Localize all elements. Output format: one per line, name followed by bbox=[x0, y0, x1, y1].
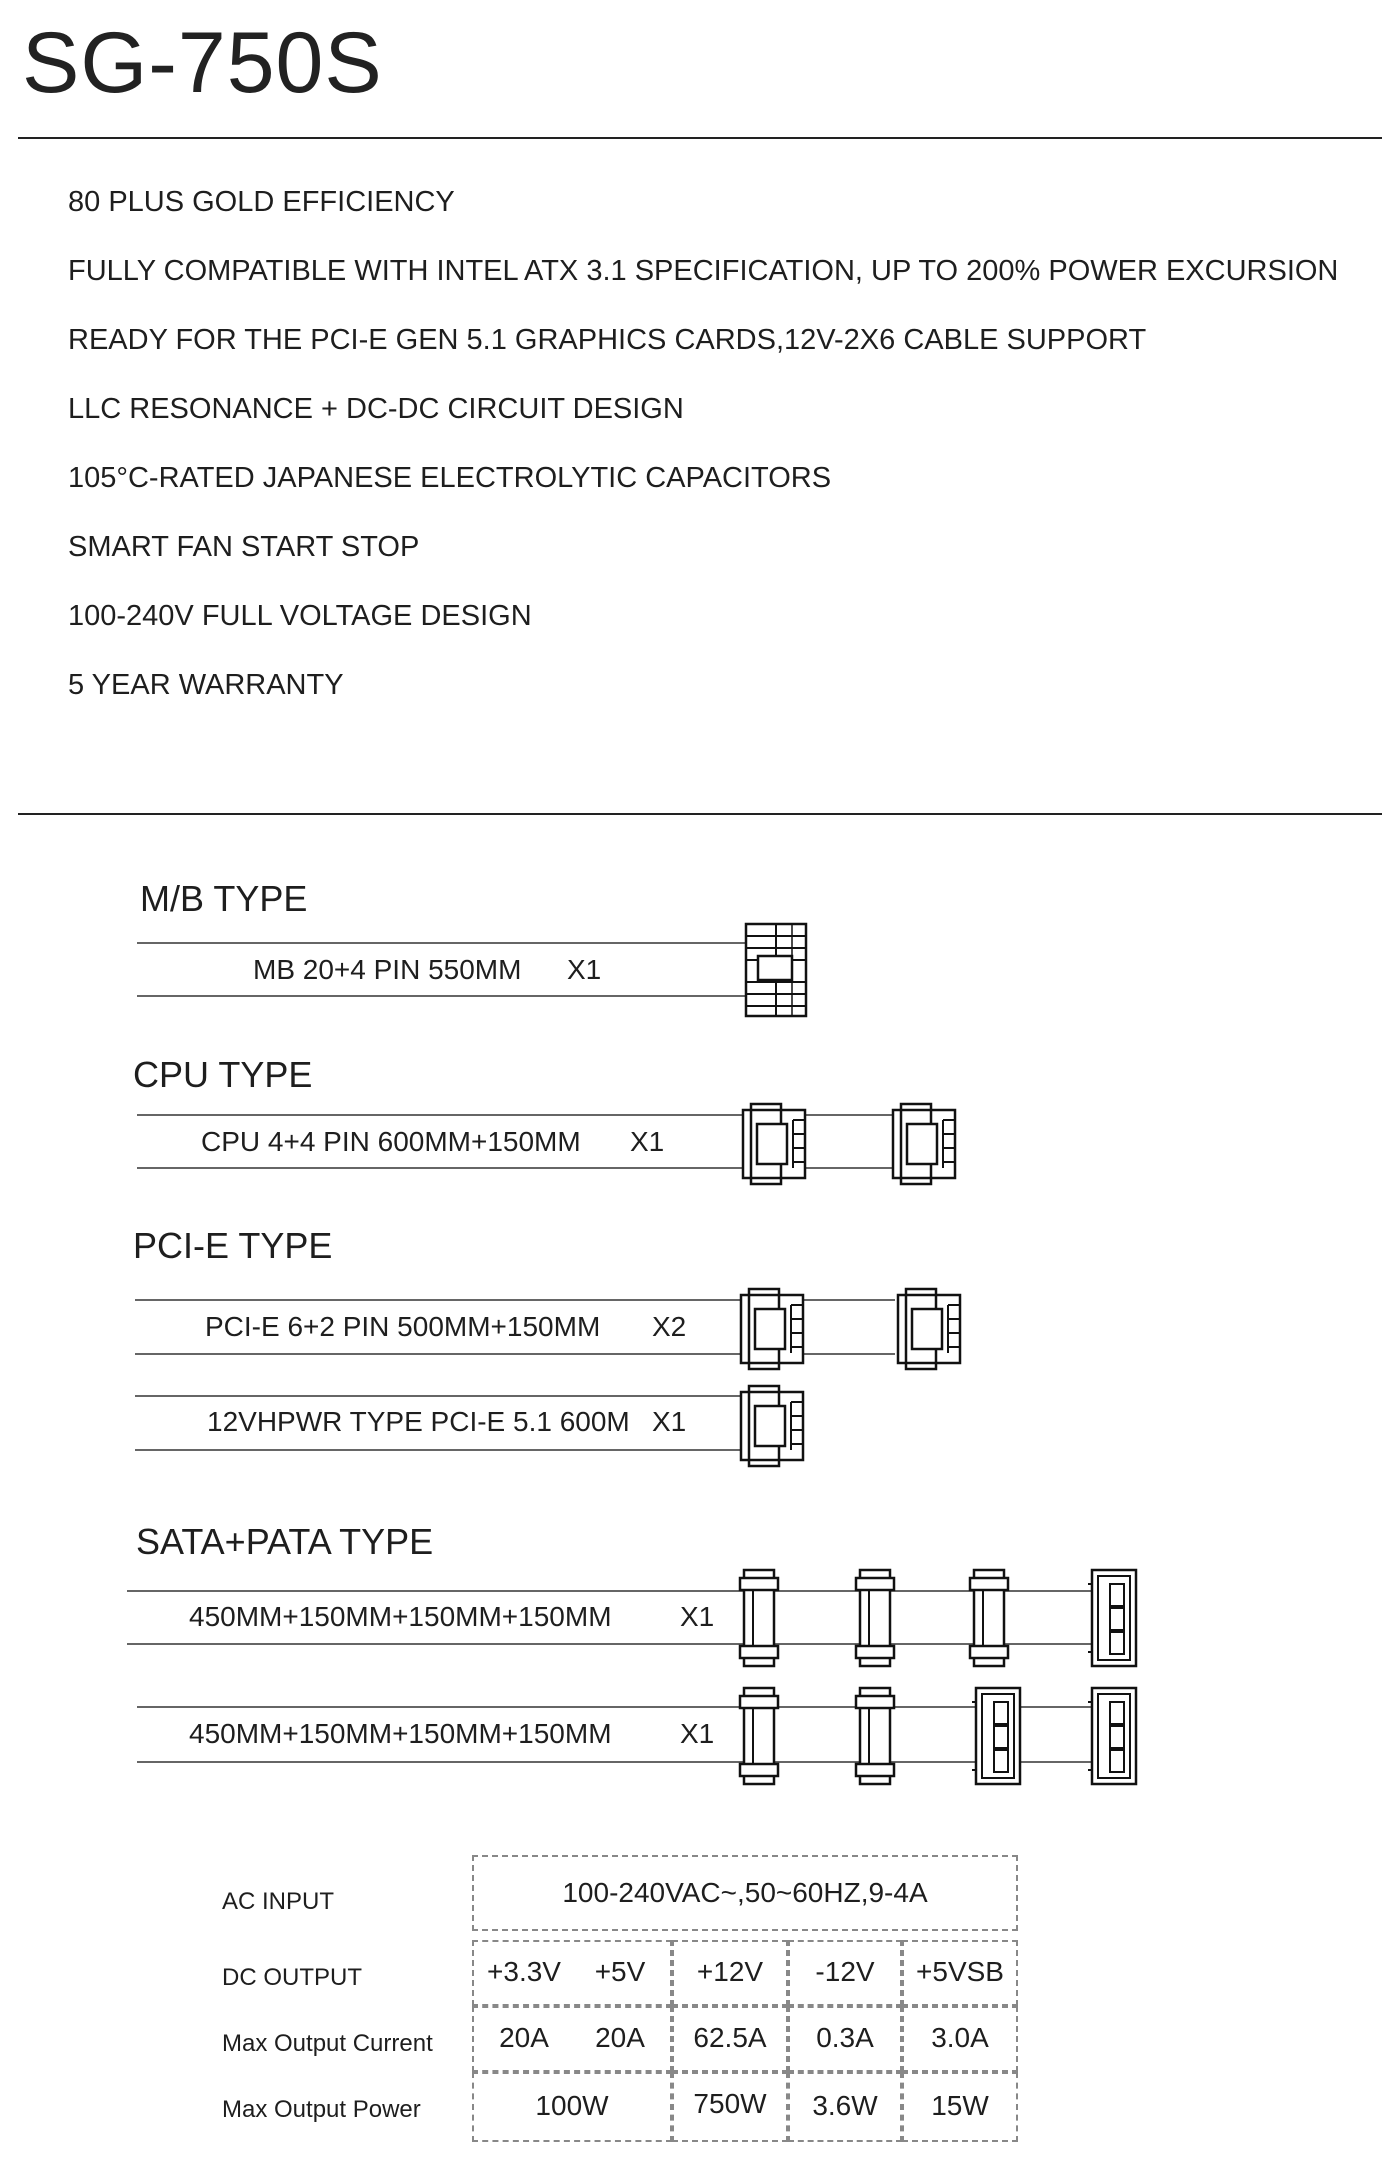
pata-connector-icon bbox=[1088, 1688, 1136, 1784]
sata-connector-icon bbox=[856, 1688, 894, 1784]
dc-output-value: +3.3V bbox=[487, 1956, 561, 1987]
max-current-label: Max Output Current bbox=[222, 2030, 433, 2057]
dc-output-value: +12V bbox=[696, 1956, 764, 1987]
pata-connector-icon bbox=[972, 1688, 1020, 1784]
feature-item: FULLY COMPATIBLE WITH INTEL ATX 3.1 SPECIFICATION, UP TO 200% POWER EXCURSION bbox=[68, 255, 1339, 287]
sata-cable-label: 450MM+150MM+150MM+150MM bbox=[189, 1718, 612, 1749]
cpu-connector-icon bbox=[893, 1104, 955, 1184]
feature-item: 80 PLUS GOLD EFFICIENCY bbox=[68, 186, 455, 218]
max-power-value: 3.6W bbox=[812, 2090, 878, 2121]
cpu-cable-label: CPU 4+4 PIN 600MM+150MM bbox=[201, 1126, 581, 1157]
feature-item: SMART FAN START STOP bbox=[68, 531, 420, 563]
pcie-connector-icon bbox=[898, 1289, 960, 1369]
sata-connector-icon bbox=[740, 1570, 778, 1666]
feature-item: 100-240V FULL VOLTAGE DESIGN bbox=[68, 600, 532, 632]
cpu-cable-qty: X1 bbox=[630, 1126, 665, 1157]
ac-input-label: AC INPUT bbox=[222, 1888, 335, 1915]
feature-item: 5 YEAR WARRANTY bbox=[68, 669, 344, 701]
sata-cable-label: 450MM+150MM+150MM+150MM bbox=[189, 1601, 612, 1632]
max-power-label: Max Output Power bbox=[222, 2096, 421, 2123]
max-current-value: 20A bbox=[499, 2022, 549, 2053]
dc-output-label: DC OUTPUT bbox=[222, 1964, 362, 1991]
sata-pata-type-heading: SATA+PATA TYPE bbox=[136, 1521, 434, 1562]
12vhpwr-cable-label: 12VHPWR TYPE PCI-E 5.1 600M bbox=[207, 1406, 630, 1437]
pata-connector-icon bbox=[1088, 1570, 1136, 1666]
pcie-cable-label: PCI-E 6+2 PIN 500MM+150MM bbox=[205, 1311, 601, 1342]
mb-type-heading: M/B TYPE bbox=[140, 878, 308, 919]
pcie-connector-icon bbox=[741, 1289, 803, 1369]
cpu-type-heading: CPU TYPE bbox=[133, 1054, 313, 1095]
max-current-value: 20A bbox=[595, 2022, 645, 2053]
feature-item: 105°C-RATED JAPANESE ELECTROLYTIC CAPACITORS bbox=[68, 462, 832, 494]
max-current-value: 3.0A bbox=[931, 2022, 989, 2053]
feature-item: READY FOR THE PCI-E GEN 5.1 GRAPHICS CARDS,12V-2X6 CABLE SUPPORT bbox=[68, 324, 1147, 356]
sata-connector-icon bbox=[856, 1570, 894, 1666]
max-power-value: 100W bbox=[535, 2090, 609, 2121]
sata-connector-icon bbox=[970, 1570, 1008, 1666]
sata-connector-icon bbox=[740, 1688, 778, 1784]
max-power-value: 15W bbox=[931, 2090, 989, 2121]
mb-24pin-connector-icon bbox=[746, 924, 806, 1016]
dc-output-value: -12V bbox=[815, 1956, 875, 1987]
ac-input-value: 100-240VAC~,50~60HZ,9-4A bbox=[562, 1877, 928, 1908]
cpu-connector-icon bbox=[743, 1104, 805, 1184]
pcie-type-heading: PCI-E TYPE bbox=[133, 1225, 333, 1266]
pcie-cable-qty: X2 bbox=[652, 1311, 687, 1342]
mb-cable-label: MB 20+4 PIN 550MM bbox=[253, 954, 522, 985]
dc-output-value: +5VSB bbox=[916, 1956, 1004, 1987]
max-power-value: 750W bbox=[693, 2088, 767, 2119]
product-title: SG-750S bbox=[22, 15, 383, 111]
12vhpwr-cable-qty: X1 bbox=[652, 1406, 687, 1437]
sata-cable-qty: X1 bbox=[680, 1718, 715, 1749]
mb-cable-qty: X1 bbox=[567, 954, 602, 985]
sata-cable-qty: X1 bbox=[680, 1601, 715, 1632]
dc-output-value: +5V bbox=[594, 1956, 646, 1987]
12vhpwr-connector-icon bbox=[741, 1386, 803, 1466]
max-current-value: 62.5A bbox=[693, 2022, 767, 2053]
feature-item: LLC RESONANCE + DC-DC CIRCUIT DESIGN bbox=[68, 393, 684, 425]
max-current-value: 0.3A bbox=[816, 2022, 874, 2053]
